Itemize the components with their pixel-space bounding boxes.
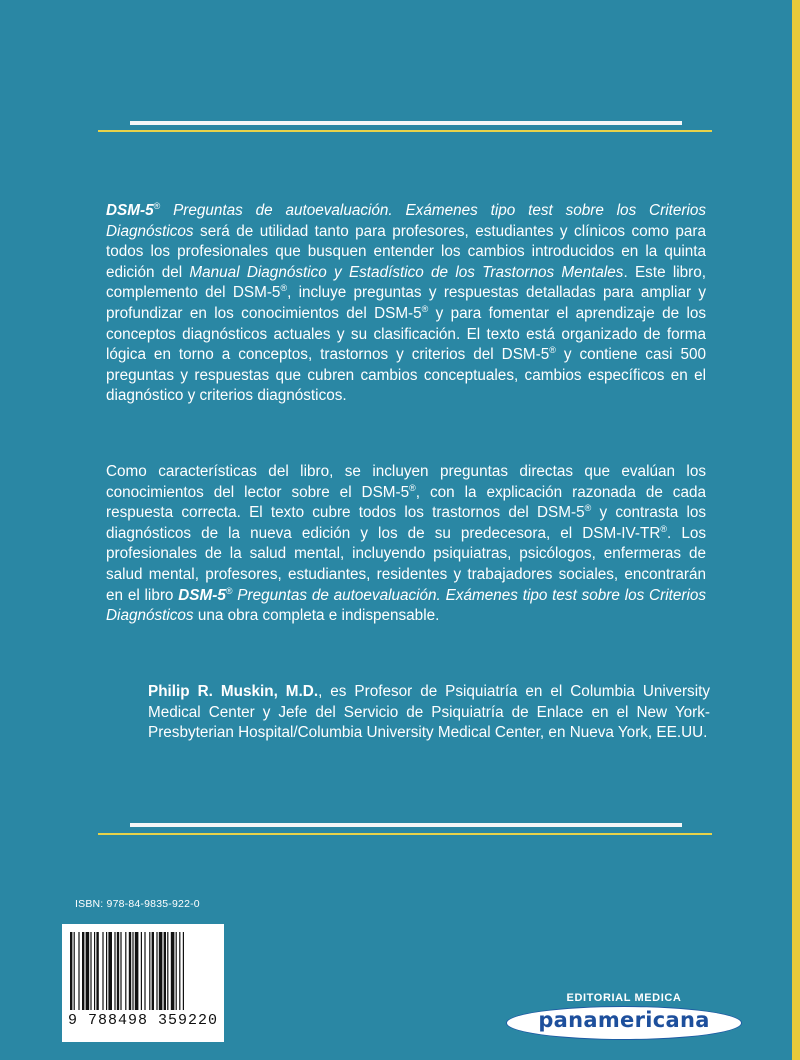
barcode-bar bbox=[141, 932, 142, 1010]
barcode-bar bbox=[159, 932, 163, 1010]
barcode-bar bbox=[164, 932, 166, 1010]
author-name: Philip R. Muskin, M.D. bbox=[148, 683, 319, 700]
top-rule-yellow bbox=[98, 130, 712, 132]
spine-strip bbox=[792, 0, 800, 1060]
barcode-bar bbox=[117, 932, 119, 1010]
barcode bbox=[62, 924, 224, 1042]
barcode-bar bbox=[102, 932, 103, 1010]
barcode-bar bbox=[183, 932, 184, 1010]
barcode-bar bbox=[86, 932, 90, 1010]
barcode-bar bbox=[152, 932, 154, 1010]
barcode-bar bbox=[108, 932, 112, 1010]
barcode-digits: 9 788498 359220 bbox=[67, 1012, 219, 1029]
barcode-bar bbox=[114, 932, 115, 1010]
barcode-bar bbox=[144, 932, 145, 1010]
barcode-bar bbox=[78, 932, 79, 1010]
barcode-bar bbox=[96, 932, 98, 1010]
barcode-bar bbox=[129, 932, 131, 1010]
publisher-top-text: EDITORIAL MEDICA bbox=[566, 992, 682, 1004]
barcode-bar bbox=[135, 932, 139, 1010]
barcode-bar bbox=[179, 932, 180, 1010]
bottom-rule-yellow bbox=[98, 833, 712, 835]
barcode-bar bbox=[132, 932, 133, 1010]
author-bio: Philip R. Muskin, M.D., es Profesor de Psiquiatría en el Columbia University Medical Center y Jefe del Servicio de Psiquiatría de Enlace en el New York-Presbyterian Hospital/Columbia University Medical Center, en Nueva York, EE.UU. bbox=[148, 683, 710, 742]
barcode-bar bbox=[94, 932, 95, 1010]
barcode-bar bbox=[149, 932, 150, 1010]
barcode-bar bbox=[70, 932, 72, 1010]
barcode-bar bbox=[176, 932, 177, 1010]
barcode-bar bbox=[82, 932, 84, 1010]
publisher-logo bbox=[506, 992, 742, 1042]
barcode-bar bbox=[90, 932, 91, 1010]
barcode-bar bbox=[167, 932, 168, 1010]
barcode-bar bbox=[171, 932, 175, 1010]
barcode-bar bbox=[120, 932, 121, 1010]
isbn-text: ISBN: 978-84-9835-922-0 bbox=[75, 898, 200, 910]
barcode-bar bbox=[156, 932, 157, 1010]
top-rule-white bbox=[130, 121, 682, 125]
barcode-bars bbox=[70, 932, 216, 1012]
barcode-bar bbox=[74, 932, 75, 1010]
barcode-bar bbox=[106, 932, 107, 1010]
description-paragraph-2: Como características del libro, se incluyen preguntas directas que evalúan los conocimientos del lector sobre el DSM-5®, con la explicación razonada de cada respuesta correcta. El texto cubre todos los trastornos del DSM-5® y contrasta los diagnósticos de la nueva edición y los de su predecesora, el DSM-IV-TR®. Los profesionales de la salud mental, incluyendo psiquiatras, psicólogos, enfermeras de salud mental, profesores, estudiantes, residentes y trabajadores sociales, encontrarán en el libro DSM-5® Preguntas de autoevaluación. Exámenes tipo test sobre los Criterios Diagnósticos una obra completa e indispensable. bbox=[106, 463, 707, 625]
barcode-bar bbox=[125, 932, 126, 1010]
description-paragraph-1: DSM-5® Preguntas de autoevaluación. Exámenes tipo test sobre los Criterios Diagnósticos será de utilidad tanto para profesores, estudiantes y clínicos como para todos los profesionales que busquen entender los cambios introducidos en la quinta edición del Manual Diagnóstico y Estadístico de los Trastornos Mentales. Este libro, complemento del DSM-5®, incluye preguntas y respuestas detalladas para ampliar y profundizar en los conocimientos del DSM-5® y para fomentar el aprendizaje de los conceptos diagnósticos actuales y su clasificación. El texto está organizado de forma lógica en torno a conceptos, trastornos y criterios del DSM-5® y contiene casi 500 preguntas y respuestas que cubren cambios conceptuales, cambios específicos en el diagnóstico y criterios diagnósticos. bbox=[106, 200, 706, 405]
publisher-name: panamericana bbox=[538, 1008, 710, 1032]
bottom-rule-white bbox=[130, 823, 682, 827]
